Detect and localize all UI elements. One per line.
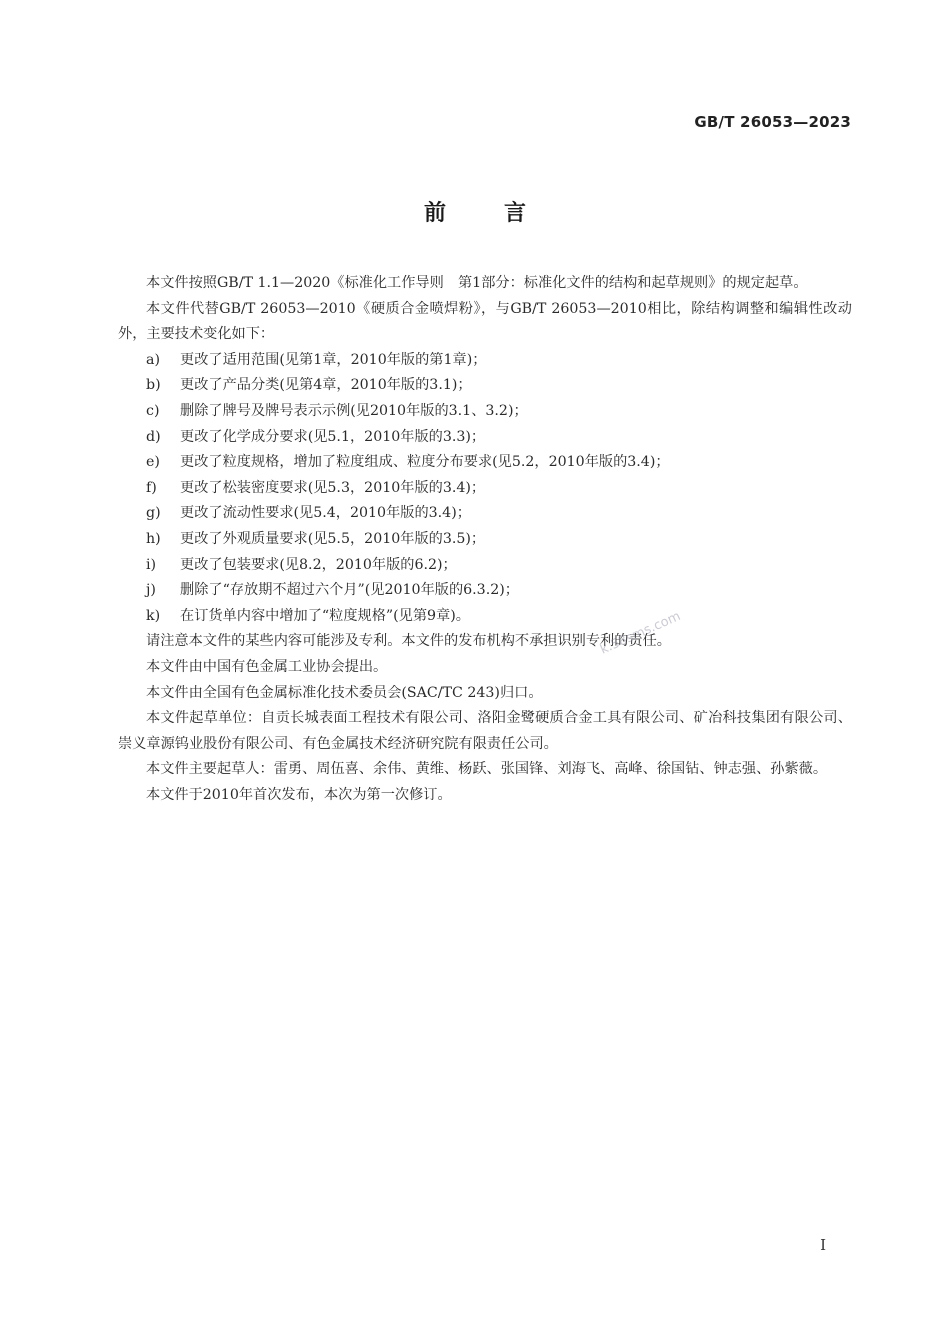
- list-item-text: 删除了“存放期不超过六个月”(见2010年版的6.3.2)；: [180, 582, 519, 599]
- watermark: k.58sms.com: [598, 608, 683, 658]
- list-item-label: d): [146, 428, 161, 445]
- list-item: [118, 527, 852, 553]
- list-item-label: a): [146, 351, 160, 368]
- list-item-label: e): [146, 454, 160, 471]
- revision-history: 本文件于2010年首次发布，本次为第一次修订。: [146, 786, 452, 803]
- list-item-text: 更改了产品分类(见第4章，2010年版的3.1)；: [180, 377, 472, 394]
- list-item-label: i): [146, 556, 157, 573]
- title-char-2: 言: [504, 201, 527, 226]
- list-item-text: 删除了牌号及牌号表示示例(见2010年版的3.1、3.2)；: [180, 402, 528, 419]
- list-item: [118, 553, 852, 579]
- list-item: [118, 476, 852, 502]
- intro-paragraph: 本文件按照GB/T 1.1—2020《标准化工作导则 第1部分：标准化文件的结构和起草规则》的规定起草。: [146, 275, 808, 291]
- list-item-text: 更改了包装要求(见8.2，2010年版的6.2)；: [180, 556, 457, 573]
- list-item-text: 更改了粒度规格，增加了粒度组成、粒度分布要求(见5.2，2010年版的3.4)；: [180, 454, 670, 471]
- list-item: [118, 425, 852, 451]
- page-number: I: [820, 1236, 826, 1254]
- list-item-text: 更改了松装密度要求(见5.3，2010年版的3.4)；: [180, 479, 486, 496]
- page-title: [0, 196, 950, 227]
- responsible-committee: 本文件由全国有色金属标准化技术委员会(SAC/TC 243)归口。: [146, 684, 543, 701]
- drafting-units: 本文件起草单位：自贡长城表面工程技术有限公司、洛阳金鹭硬质合金工具有限公司、矿冶科技集团有限公司、崇义章源钨业股份有限公司、有色金属技术经济研究院有限责任公司。: [118, 710, 852, 752]
- list-item: [118, 501, 852, 527]
- list-item-label: c): [146, 402, 160, 419]
- list-item-text: 更改了化学成分要求(见5.1，2010年版的3.3)；: [180, 428, 486, 445]
- list-item-label: j): [146, 582, 156, 599]
- list-item: [118, 604, 852, 630]
- changes-list: [118, 348, 852, 630]
- list-item: [118, 348, 852, 374]
- list-item: [118, 373, 852, 399]
- list-item-text: 更改了外观质量要求(见5.5，2010年版的3.5)；: [180, 530, 486, 547]
- list-item: [118, 450, 852, 476]
- list-item-label: b): [146, 377, 161, 394]
- drafters: 本文件主要起草人：雷勇、周伍喜、余伟、黄维、杨跃、张国锋、刘海飞、高峰、徐国钻、钟志强、孙紫薇。: [146, 761, 828, 778]
- intro-paragraph: 本文件代替GB/T 26053—2010《硬质合金喷焊粉》，与GB/T 26053—2010相比，除结构调整和编辑性改动外，主要技术变化如下：: [118, 300, 852, 343]
- title-char-1: 前: [423, 201, 446, 226]
- list-item: [118, 399, 852, 425]
- standard-code: GB/T 26053—2023: [694, 113, 851, 131]
- list-item-label: h): [146, 530, 161, 547]
- list-item-label: g): [146, 505, 161, 522]
- patent-notice: 请注意本文件的某些内容可能涉及专利。本文件的发布机构不承担识别专利的责任。: [146, 633, 671, 650]
- list-item-text: 更改了适用范围(见第1章，2010年版的第1章)；: [180, 351, 487, 368]
- list-item-label: f): [146, 479, 157, 496]
- foreword-body: [118, 271, 852, 808]
- list-item-text: 在订货单内容中增加了“粒度规格”(见第9章)。: [180, 607, 470, 624]
- list-item-label: k): [146, 607, 161, 624]
- list-item: [118, 578, 852, 604]
- proposer-statement: 本文件由中国有色金属工业协会提出。: [146, 658, 388, 675]
- list-item-text: 更改了流动性要求(见5.4，2010年版的3.4)；: [180, 505, 471, 522]
